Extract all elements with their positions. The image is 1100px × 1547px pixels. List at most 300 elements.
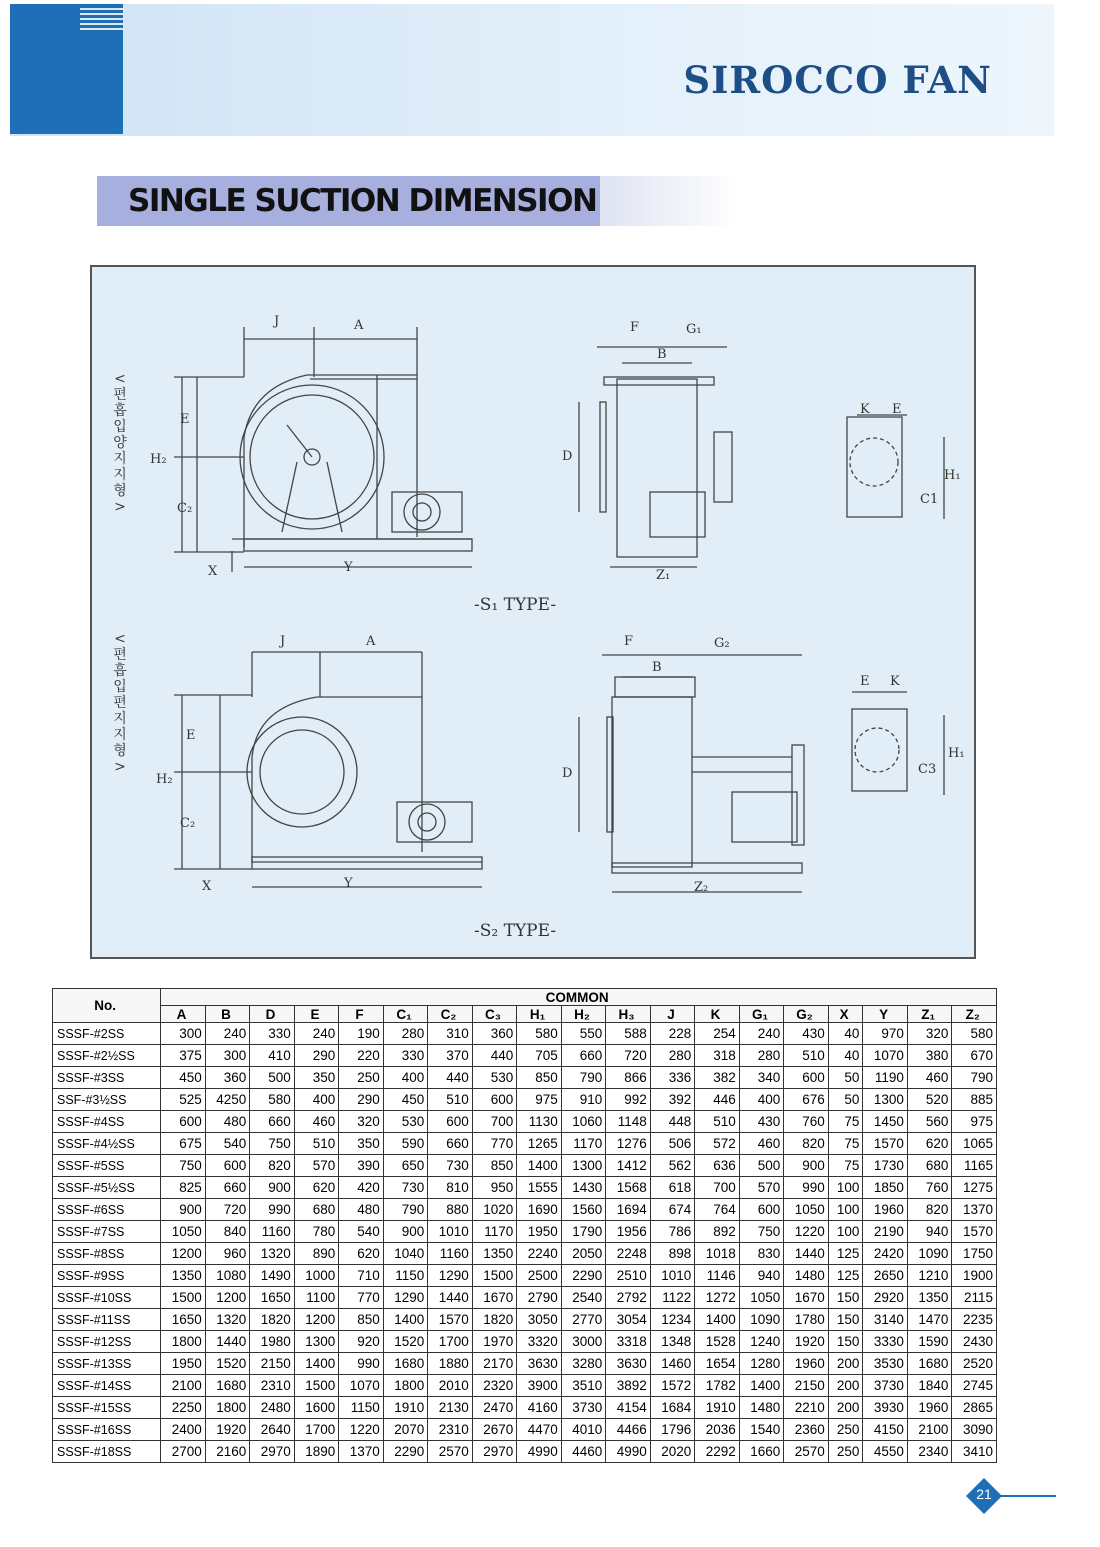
value-cell: 820 — [907, 1199, 952, 1221]
value-cell: 1290 — [428, 1265, 473, 1287]
value-cell: 1065 — [952, 1133, 997, 1155]
value-cell: 2130 — [428, 1397, 473, 1419]
value-cell: 970 — [863, 1023, 908, 1045]
table-row — [53, 1265, 997, 1287]
dim-k-s1: K — [860, 402, 870, 417]
value-cell: 3000 — [561, 1331, 606, 1353]
value-cell: 2430 — [952, 1331, 997, 1353]
value-cell: 2190 — [863, 1221, 908, 1243]
value-cell: 580 — [250, 1089, 295, 1111]
value-cell: 3730 — [863, 1375, 908, 1397]
value-cell: 1210 — [907, 1265, 952, 1287]
value-cell: 1275 — [952, 1177, 997, 1199]
value-cell: 1690 — [517, 1199, 562, 1221]
dim-a-s2: A — [366, 634, 376, 649]
value-cell: 375 — [161, 1045, 206, 1067]
dim-x-s2: X — [202, 879, 212, 894]
value-cell: 2290 — [561, 1265, 606, 1287]
value-cell: 250 — [828, 1441, 863, 1463]
value-cell: 2115 — [952, 1287, 997, 1309]
value-cell: 880 — [428, 1199, 473, 1221]
table-row — [53, 1419, 997, 1441]
value-cell: 3900 — [517, 1375, 562, 1397]
value-cell: 600 — [428, 1111, 473, 1133]
value-cell: 4470 — [517, 1419, 562, 1441]
value-cell: 1000 — [294, 1265, 339, 1287]
value-cell: 720 — [606, 1045, 651, 1067]
column-header: G₂ — [784, 1006, 829, 1023]
model-cell: SSSF-#4½SS — [53, 1133, 161, 1155]
value-cell: 810 — [428, 1177, 473, 1199]
value-cell: 1370 — [339, 1441, 384, 1463]
value-cell: 440 — [472, 1045, 517, 1067]
value-cell: 2420 — [863, 1243, 908, 1265]
dim-d-s1: D — [562, 449, 573, 464]
model-cell: SSSF-#13SS — [53, 1353, 161, 1375]
value-cell: 2570 — [428, 1441, 473, 1463]
value-cell: 3050 — [517, 1309, 562, 1331]
value-cell: 570 — [739, 1177, 784, 1199]
value-cell: 1590 — [907, 1331, 952, 1353]
value-cell: 1240 — [739, 1331, 784, 1353]
value-cell: 2070 — [383, 1419, 428, 1441]
value-cell: 460 — [294, 1111, 339, 1133]
common-header: COMMON — [161, 989, 997, 1006]
value-cell: 3930 — [863, 1397, 908, 1419]
value-cell: 3630 — [517, 1353, 562, 1375]
value-cell: 1700 — [294, 1419, 339, 1441]
value-cell: 2790 — [517, 1287, 562, 1309]
value-cell: 1890 — [294, 1441, 339, 1463]
value-cell: 1796 — [650, 1419, 695, 1441]
value-cell: 1070 — [863, 1045, 908, 1067]
value-cell: 360 — [205, 1067, 250, 1089]
value-cell: 550 — [561, 1023, 606, 1045]
value-cell: 1220 — [784, 1221, 829, 1243]
value-cell: 1970 — [472, 1331, 517, 1353]
dim-h1-s1: H₁ — [944, 468, 961, 483]
value-cell: 50 — [828, 1067, 863, 1089]
value-cell: 525 — [161, 1089, 206, 1111]
value-cell: 2670 — [472, 1419, 517, 1441]
value-cell: 1060 — [561, 1111, 606, 1133]
value-cell: 4466 — [606, 1419, 651, 1441]
value-cell: 1960 — [863, 1199, 908, 1221]
value-cell: 3730 — [561, 1397, 606, 1419]
value-cell: 392 — [650, 1089, 695, 1111]
dim-h1-s2: H₁ — [948, 746, 965, 761]
value-cell: 125 — [828, 1265, 863, 1287]
value-cell: 40 — [828, 1045, 863, 1067]
value-cell: 2640 — [250, 1419, 295, 1441]
value-cell: 975 — [517, 1089, 562, 1111]
s2-type-caption: -S₂ TYPE- — [474, 921, 557, 941]
dim-z2-s2: Z₂ — [694, 880, 709, 895]
dim-k-plan-s2: K — [890, 674, 900, 689]
model-cell: SSSF-#2SS — [53, 1023, 161, 1045]
dim-c2-s1: C₂ — [177, 501, 193, 516]
value-cell: 975 — [952, 1111, 997, 1133]
value-cell: 1680 — [205, 1375, 250, 1397]
value-cell: 2248 — [606, 1243, 651, 1265]
value-cell: 636 — [695, 1155, 740, 1177]
value-cell: 2290 — [383, 1441, 428, 1463]
value-cell: 660 — [250, 1111, 295, 1133]
dim-h2-s1: H₂ — [150, 452, 167, 467]
column-header: X — [828, 1006, 863, 1023]
value-cell: 420 — [339, 1177, 384, 1199]
value-cell: 676 — [784, 1089, 829, 1111]
table-row — [53, 1353, 997, 1375]
value-cell: 1800 — [205, 1397, 250, 1419]
value-cell: 1900 — [952, 1265, 997, 1287]
value-cell: 620 — [907, 1133, 952, 1155]
value-cell: 382 — [695, 1067, 740, 1089]
s1-side-label: <편흡입 양지지형> — [113, 371, 127, 515]
value-cell: 990 — [784, 1177, 829, 1199]
value-cell: 1660 — [739, 1441, 784, 1463]
value-cell: 670 — [952, 1045, 997, 1067]
value-cell: 600 — [161, 1111, 206, 1133]
value-cell: 674 — [650, 1199, 695, 1221]
value-cell: 240 — [205, 1023, 250, 1045]
value-cell: 560 — [907, 1111, 952, 1133]
dim-f-s1: F — [630, 320, 640, 335]
value-cell: 4150 — [863, 1419, 908, 1441]
value-cell: 572 — [695, 1133, 740, 1155]
table-row — [53, 1375, 997, 1397]
value-cell: 340 — [739, 1067, 784, 1089]
value-cell: 400 — [294, 1089, 339, 1111]
value-cell: 588 — [606, 1023, 651, 1045]
value-cell: 790 — [383, 1199, 428, 1221]
value-cell: 920 — [339, 1331, 384, 1353]
value-cell: 618 — [650, 1177, 695, 1199]
value-cell: 2340 — [907, 1441, 952, 1463]
value-cell: 300 — [205, 1045, 250, 1067]
value-cell: 680 — [907, 1155, 952, 1177]
value-cell: 200 — [828, 1397, 863, 1419]
value-cell: 4250 — [205, 1089, 250, 1111]
dim-e-s1: E — [180, 412, 190, 427]
value-cell: 910 — [561, 1089, 606, 1111]
value-cell: 1290 — [383, 1287, 428, 1309]
value-cell: 1956 — [606, 1221, 651, 1243]
value-cell: 530 — [383, 1111, 428, 1133]
value-cell: 1400 — [517, 1155, 562, 1177]
column-header: A — [161, 1006, 206, 1023]
column-header: Z₁ — [907, 1006, 952, 1023]
table-row — [53, 1023, 997, 1045]
value-cell: 570 — [294, 1155, 339, 1177]
value-cell: 1150 — [383, 1265, 428, 1287]
value-cell: 1920 — [205, 1419, 250, 1441]
model-cell: SSSF-#18SS — [53, 1441, 161, 1463]
value-cell: 660 — [428, 1133, 473, 1155]
value-cell: 1570 — [863, 1133, 908, 1155]
value-cell: 720 — [205, 1199, 250, 1221]
value-cell: 410 — [250, 1045, 295, 1067]
value-cell: 254 — [695, 1023, 740, 1045]
value-cell: 380 — [907, 1045, 952, 1067]
value-cell: 4160 — [517, 1397, 562, 1419]
value-cell: 680 — [294, 1199, 339, 1221]
dimension-table — [52, 988, 997, 1463]
dim-c3-s2: C3 — [918, 762, 937, 777]
value-cell: 2240 — [517, 1243, 562, 1265]
value-cell: 400 — [739, 1089, 784, 1111]
value-cell: 750 — [739, 1221, 784, 1243]
value-cell: 2792 — [606, 1287, 651, 1309]
value-cell: 4990 — [606, 1441, 651, 1463]
column-header: F — [339, 1006, 384, 1023]
value-cell: 2480 — [250, 1397, 295, 1419]
value-cell: 240 — [739, 1023, 784, 1045]
value-cell: 400 — [383, 1067, 428, 1089]
value-cell: 700 — [472, 1111, 517, 1133]
value-cell: 1750 — [952, 1243, 997, 1265]
model-cell: SSSF-#3SS — [53, 1067, 161, 1089]
table-row — [53, 1309, 997, 1331]
value-cell: 350 — [339, 1133, 384, 1155]
dim-j-s2: J — [280, 634, 286, 649]
value-cell: 1800 — [161, 1331, 206, 1353]
value-cell: 1080 — [205, 1265, 250, 1287]
value-cell: 590 — [383, 1133, 428, 1155]
value-cell: 1500 — [472, 1265, 517, 1287]
value-cell: 190 — [339, 1023, 384, 1045]
value-cell: 100 — [828, 1199, 863, 1221]
table-row — [53, 1441, 997, 1463]
value-cell: 2500 — [517, 1265, 562, 1287]
value-cell: 580 — [517, 1023, 562, 1045]
column-header: G₁ — [739, 1006, 784, 1023]
dim-y-s1: Y — [344, 560, 353, 575]
value-cell: 850 — [472, 1155, 517, 1177]
value-cell: 900 — [161, 1199, 206, 1221]
dim-d-s2: D — [562, 766, 573, 781]
s1-side-view — [174, 327, 472, 572]
value-cell: 580 — [952, 1023, 997, 1045]
value-cell: 1320 — [250, 1243, 295, 1265]
value-cell: 790 — [561, 1067, 606, 1089]
value-cell: 320 — [339, 1111, 384, 1133]
value-cell: 4010 — [561, 1419, 606, 1441]
value-cell: 900 — [383, 1221, 428, 1243]
value-cell: 2570 — [784, 1441, 829, 1463]
value-cell: 900 — [784, 1155, 829, 1177]
s2-side-label: <편흡입 편지지형> — [113, 631, 127, 775]
model-cell: SSSF-#15SS — [53, 1397, 161, 1419]
model-cell: SSSF-#4SS — [53, 1111, 161, 1133]
value-cell: 2650 — [863, 1265, 908, 1287]
value-cell: 1276 — [606, 1133, 651, 1155]
value-cell: 1090 — [907, 1243, 952, 1265]
value-cell: 1350 — [472, 1243, 517, 1265]
value-cell: 850 — [339, 1309, 384, 1331]
value-cell: 2540 — [561, 1287, 606, 1309]
value-cell: 1650 — [250, 1287, 295, 1309]
value-cell: 460 — [907, 1067, 952, 1089]
value-cell: 2310 — [428, 1419, 473, 1441]
value-cell: 40 — [828, 1023, 863, 1045]
value-cell: 430 — [739, 1111, 784, 1133]
value-cell: 150 — [828, 1331, 863, 1353]
value-cell: 100 — [828, 1177, 863, 1199]
value-cell: 1018 — [695, 1243, 740, 1265]
table-row — [53, 1045, 997, 1067]
value-cell: 620 — [294, 1177, 339, 1199]
value-cell: 330 — [250, 1023, 295, 1045]
model-cell: SSSF-#8SS — [53, 1243, 161, 1265]
value-cell: 990 — [339, 1353, 384, 1375]
value-cell: 350 — [294, 1067, 339, 1089]
value-cell: 1572 — [650, 1375, 695, 1397]
dim-h2-s2: H₂ — [156, 772, 173, 787]
dim-b-s2: B — [652, 660, 662, 675]
column-header: H₂ — [561, 1006, 606, 1023]
value-cell: 2320 — [472, 1375, 517, 1397]
value-cell: 1950 — [161, 1353, 206, 1375]
value-cell: 1122 — [650, 1287, 695, 1309]
value-cell: 1148 — [606, 1111, 651, 1133]
value-cell: 750 — [250, 1133, 295, 1155]
value-cell: 1190 — [863, 1067, 908, 1089]
s2-plan-view — [852, 692, 944, 795]
value-cell: 1820 — [250, 1309, 295, 1331]
value-cell: 830 — [739, 1243, 784, 1265]
value-cell: 1480 — [739, 1397, 784, 1419]
value-cell: 510 — [695, 1111, 740, 1133]
table-row — [53, 1221, 997, 1243]
value-cell: 2235 — [952, 1309, 997, 1331]
value-cell: 1100 — [294, 1287, 339, 1309]
column-header: H₁ — [517, 1006, 562, 1023]
value-cell: 2250 — [161, 1397, 206, 1419]
dim-g2-s2: G₂ — [714, 636, 730, 651]
value-cell: 3630 — [606, 1353, 651, 1375]
value-cell: 360 — [472, 1023, 517, 1045]
value-cell: 1200 — [294, 1309, 339, 1331]
value-cell: 2470 — [472, 1397, 517, 1419]
value-cell: 440 — [428, 1067, 473, 1089]
value-cell: 675 — [161, 1133, 206, 1155]
column-header: Z₂ — [952, 1006, 997, 1023]
value-cell: 1170 — [472, 1221, 517, 1243]
value-cell: 75 — [828, 1155, 863, 1177]
value-cell: 710 — [339, 1265, 384, 1287]
value-cell: 2520 — [952, 1353, 997, 1375]
value-cell: 1460 — [650, 1353, 695, 1375]
value-cell: 1684 — [650, 1397, 695, 1419]
value-cell: 600 — [784, 1067, 829, 1089]
value-cell: 390 — [339, 1155, 384, 1177]
s2-front-view — [579, 655, 804, 892]
value-cell: 600 — [472, 1089, 517, 1111]
value-cell: 1040 — [383, 1243, 428, 1265]
value-cell: 730 — [428, 1155, 473, 1177]
value-cell: 1450 — [863, 1111, 908, 1133]
value-cell: 1350 — [907, 1287, 952, 1309]
value-cell: 1880 — [428, 1353, 473, 1375]
value-cell: 1790 — [561, 1221, 606, 1243]
value-cell: 950 — [472, 1177, 517, 1199]
value-cell: 448 — [650, 1111, 695, 1133]
value-cell: 840 — [205, 1221, 250, 1243]
column-header: H₃ — [606, 1006, 651, 1023]
section-title: SINGLE SUCTION DIMENSION — [128, 183, 597, 219]
value-cell: 600 — [205, 1155, 250, 1177]
value-cell: 540 — [339, 1221, 384, 1243]
value-cell: 2970 — [472, 1441, 517, 1463]
value-cell: 150 — [828, 1287, 863, 1309]
value-cell: 2160 — [205, 1441, 250, 1463]
value-cell: 2210 — [784, 1397, 829, 1419]
value-cell: 318 — [695, 1045, 740, 1067]
model-cell: SSSF-#5SS — [53, 1155, 161, 1177]
value-cell: 2970 — [250, 1441, 295, 1463]
value-cell: 1400 — [695, 1309, 740, 1331]
s1-front-view — [579, 347, 732, 567]
value-cell: 370 — [428, 1045, 473, 1067]
value-cell: 2865 — [952, 1397, 997, 1419]
value-cell: 1412 — [606, 1155, 651, 1177]
value-cell: 2400 — [161, 1419, 206, 1441]
dim-g1-s1: G₁ — [686, 322, 702, 337]
table-row — [53, 1111, 997, 1133]
dim-z1-s1: Z₁ — [656, 568, 671, 583]
value-cell: 562 — [650, 1155, 695, 1177]
value-cell: 280 — [383, 1023, 428, 1045]
value-cell: 1350 — [161, 1265, 206, 1287]
value-cell: 885 — [952, 1089, 997, 1111]
model-cell: SSSF-#9SS — [53, 1265, 161, 1287]
value-cell: 290 — [294, 1045, 339, 1067]
value-cell: 2510 — [606, 1265, 651, 1287]
model-cell: SSSF-#6SS — [53, 1199, 161, 1221]
model-cell: SSSF-#12SS — [53, 1331, 161, 1353]
value-cell: 1528 — [695, 1331, 740, 1353]
table-row — [53, 1331, 997, 1353]
value-cell: 3054 — [606, 1309, 651, 1331]
value-cell: 2100 — [907, 1419, 952, 1441]
value-cell: 600 — [739, 1199, 784, 1221]
value-cell: 2100 — [161, 1375, 206, 1397]
model-cell: SSSF-#10SS — [53, 1287, 161, 1309]
value-cell: 1050 — [161, 1221, 206, 1243]
page-number: 21 — [976, 1486, 992, 1502]
value-cell: 1165 — [952, 1155, 997, 1177]
table-row — [53, 1089, 997, 1111]
value-cell: 1820 — [472, 1309, 517, 1331]
value-cell: 1300 — [863, 1089, 908, 1111]
value-cell: 4550 — [863, 1441, 908, 1463]
value-cell: 2360 — [784, 1419, 829, 1441]
dim-c1-s1: C1 — [920, 492, 939, 507]
value-cell: 1670 — [472, 1287, 517, 1309]
table-row — [53, 1243, 997, 1265]
value-cell: 1680 — [907, 1353, 952, 1375]
value-cell: 992 — [606, 1089, 651, 1111]
value-cell: 3280 — [561, 1353, 606, 1375]
value-cell: 1020 — [472, 1199, 517, 1221]
value-cell: 1920 — [784, 1331, 829, 1353]
dim-f-s2: F — [624, 634, 634, 649]
value-cell: 3330 — [863, 1331, 908, 1353]
value-cell: 1960 — [784, 1353, 829, 1375]
value-cell: 1960 — [907, 1397, 952, 1419]
value-cell: 660 — [205, 1177, 250, 1199]
